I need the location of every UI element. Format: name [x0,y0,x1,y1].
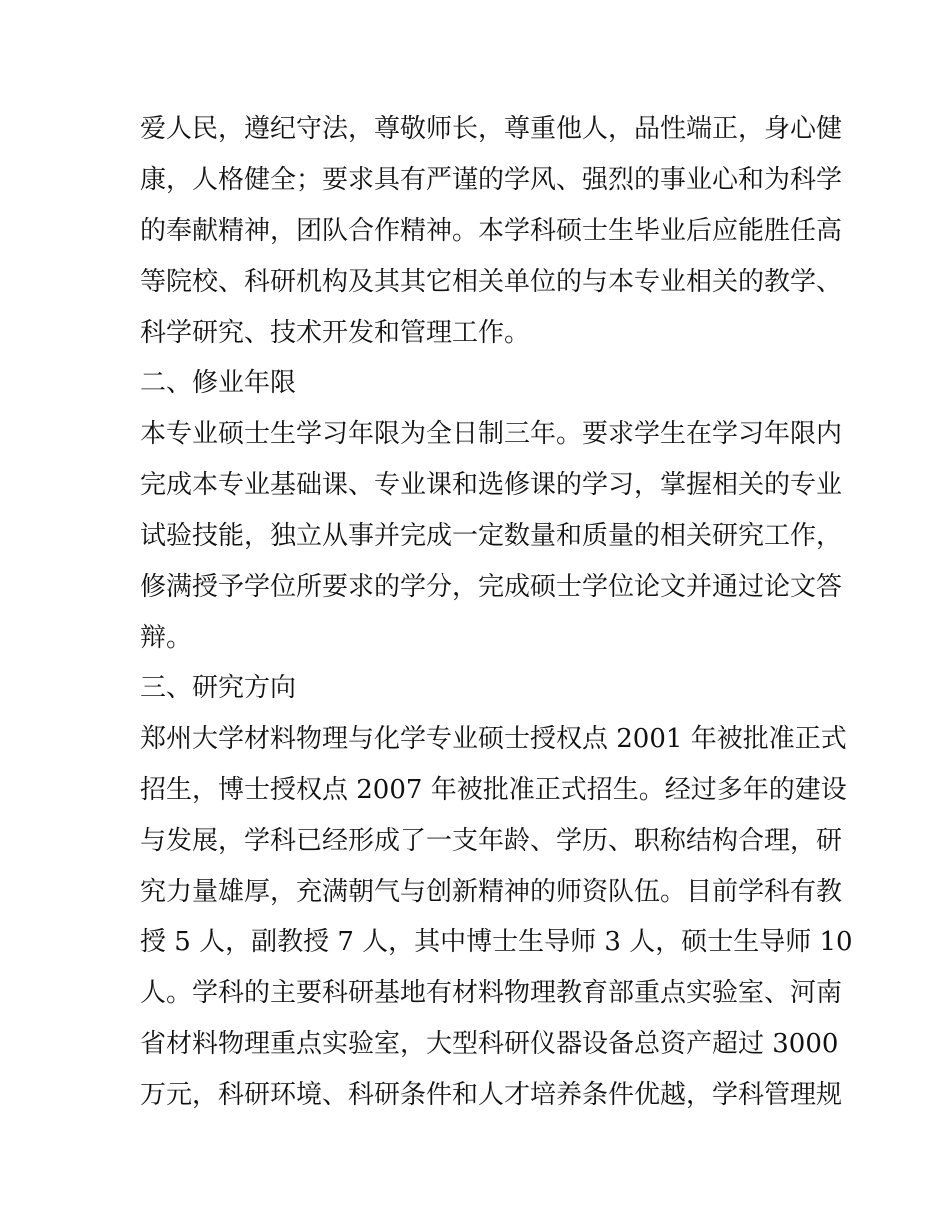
text-line: 人。学科的主要科研基地有材料物理教育部重点实验室、河南 [140,978,843,1008]
text-line: 郑州大学材料物理与化学专业硕士授权点 2001 年被批准正式 [140,724,847,754]
text-line: 修满授予学位所要求的学分，完成硕士学位论文并通过论文答 [140,572,843,602]
section-heading: 三、研究方向 [140,673,297,703]
text-line: 的奉献精神，团队合作精神。本学科硕士生毕业后应能胜任高 [140,216,843,246]
text-line: 完成本专业基础课、专业课和选修课的学习，掌握相关的专业 [140,470,843,500]
text-line: 康，人格健全；要求具有严谨的学风、强烈的事业心和为科学 [140,165,843,195]
text-line: 万元，科研环境、科研条件和人才培养条件优越，学科管理规 [140,1080,843,1110]
text-line: 等院校、科研机构及其其它相关单位的与本专业相关的教学、 [140,267,843,297]
text-line: 科学研究、技术开发和管理工作。 [140,318,531,348]
text-line: 与发展，学科已经形成了一支年龄、学历、职称结构合理，研 [140,826,843,856]
text-line: 省材料物理重点实验室，大型科研仪器设备总资产超过 3000 [140,1029,839,1059]
text-line: 招生，博士授权点 2007 年被批准正式招生。经过多年的建设 [140,775,847,805]
text-line: 究力量雄厚，充满朝气与创新精神的师资队伍。目前学科有教 [140,877,843,907]
text-line: 本专业硕士生学习年限为全日制三年。要求学生在学习年限内 [140,419,843,449]
text-line: 授 5 人，副教授 7 人，其中博士生导师 3 人，硕士生导师 10 [140,927,853,957]
text-line: 试验技能，独立从事并完成一定数量和质量的相关研究工作， [140,521,843,551]
text-line: 辩。 [140,623,193,653]
text-line: 爱人民，遵纪守法，尊敬师长，尊重他人，品性端正，身心健 [140,114,843,144]
section-heading: 二、修业年限 [140,368,297,398]
